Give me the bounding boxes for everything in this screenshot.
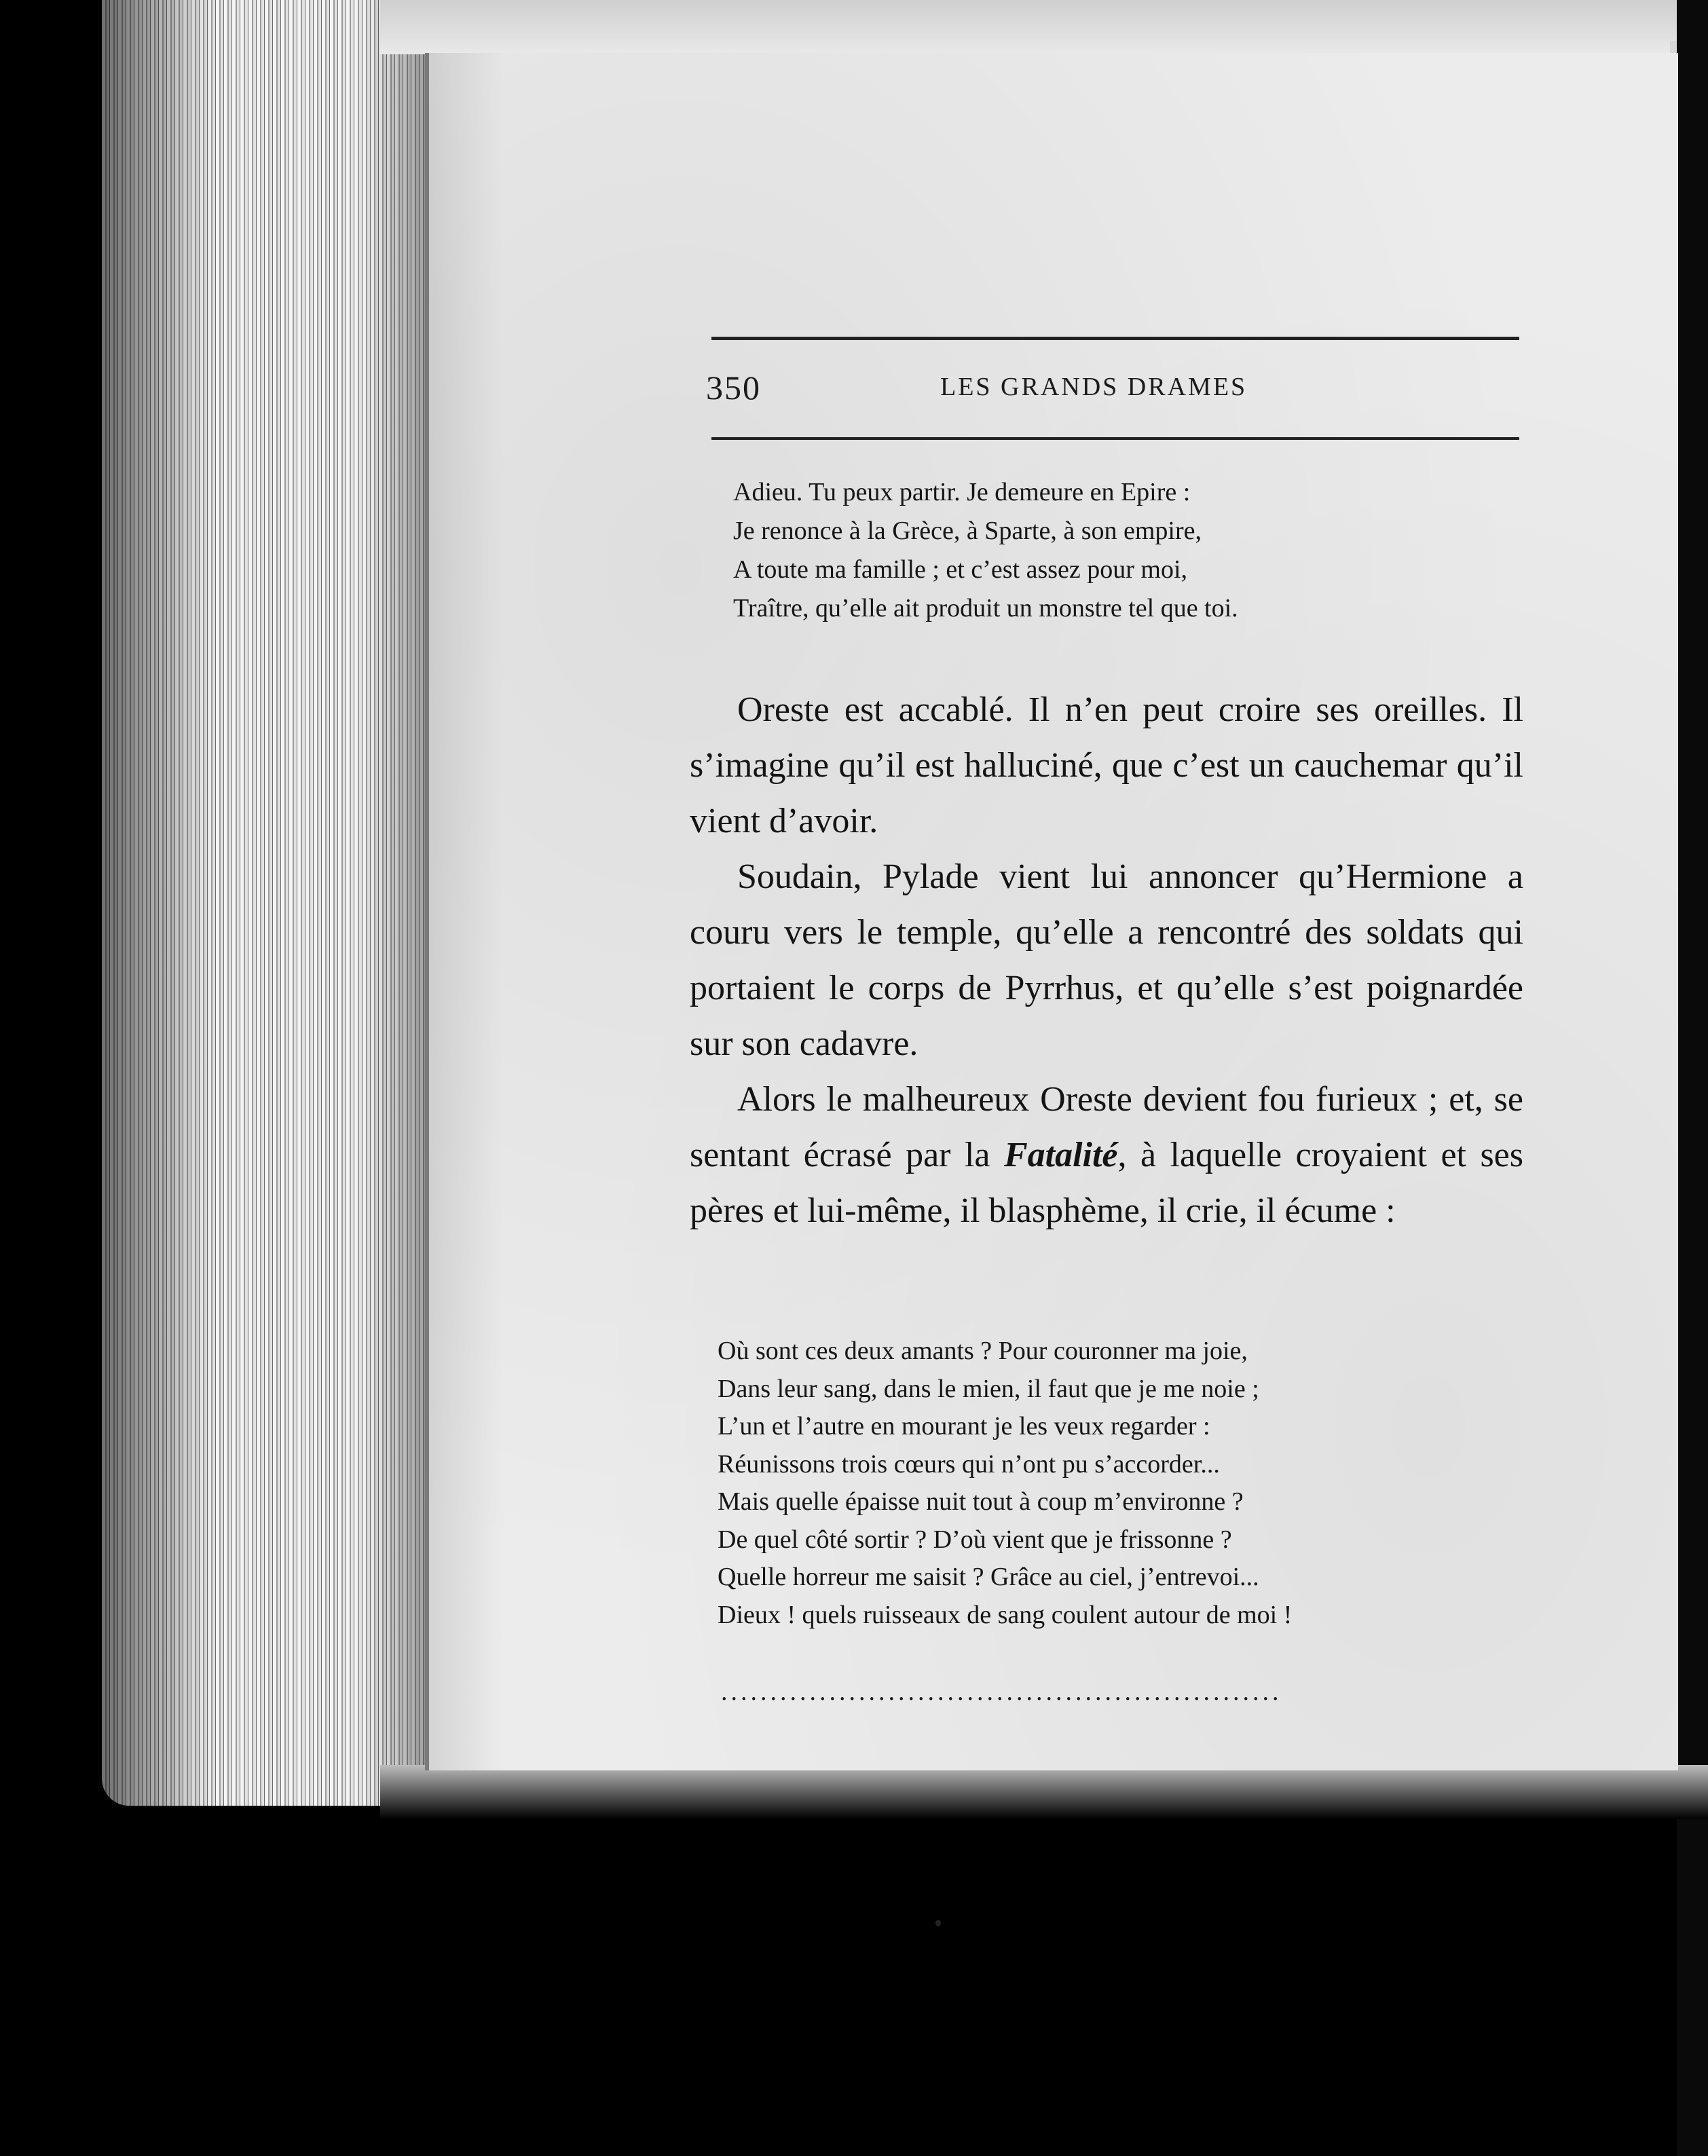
book-page-edges [102, 0, 428, 1806]
paragraph-fatalite [690, 1072, 1523, 1239]
paragraph-text: Alors le malheureux Oreste devient fou furieux ; et, se sentant écrasé par la [690, 1080, 1523, 1174]
verse-block-andromaque [733, 473, 1238, 628]
header-rule-bottom [711, 437, 1519, 440]
scan-border-right [1677, 0, 1708, 2156]
ellipsis-line: ......................................................... [721, 1677, 1282, 1706]
verse-line: Où sont ces deux amants ? Pour couronner ma joie, [718, 1337, 1248, 1365]
verse-line: De quel côté sortir ? D’où vient que je frissonne ? [718, 1525, 1232, 1554]
page-number: 350 [706, 369, 761, 407]
paragraph-oreste-accable: Oreste est accablé. Il n’en peut croire ses oreilles. Il s’imagine qu’il est halluciné, que c’est un cauchemar qu’il vient d’avoir. [690, 690, 1523, 840]
verse-line: Dans leur sang, dans le mien, il faut que je me noie ; [718, 1374, 1259, 1403]
verse-line: Mais quelle épaisse nuit tout à coup m’environne ? [718, 1487, 1244, 1516]
verse-line: Adieu. Tu peux partir. Je demeure en Epire : [733, 478, 1191, 506]
emphasis-fatalite: Fatalité [1003, 1136, 1118, 1174]
verse-line: A toute ma famille ; et c’est assez pour moi, [733, 555, 1188, 584]
verse-block-oreste-fureur [718, 1333, 1292, 1634]
verse-line: Je renonce à la Grèce, à Sparte, à son empire, [733, 517, 1202, 545]
ink-speck [935, 1920, 941, 1927]
verse-line: Quelle horreur me saisit ? Grâce au ciel, j’entrevoi... [718, 1563, 1259, 1591]
page-bottom-shadow [380, 1765, 1708, 1819]
verse-line: Réunissons trois cœurs qui n’ont pu s’accorder... [718, 1449, 1220, 1479]
header-rule-top [711, 337, 1519, 340]
paragraph-pylade: Soudain, Pylade vient lui annoncer qu’Hermione a couru vers le temple, qu’elle a rencontré des soldats qui portaient le corps de Pyrrhus, et qu’elle s’est poignardée sur son cadavre. [690, 857, 1523, 1063]
running-head [706, 368, 1521, 415]
book-top-edge [380, 0, 1704, 54]
paragraph-text: , à laquelle croyaient et ses pères et lui-même, il blasphème, il crie, il écume : [690, 1136, 1523, 1230]
running-title: LES GRANDS DRAMES [940, 373, 1248, 401]
verse-line: Dieux ! quels ruisseaux de sang coulent autour de moi ! [718, 1600, 1293, 1629]
verse-line: Traître, qu’elle ait produit un monstre tel que toi. [733, 594, 1238, 622]
prose-body [690, 682, 1523, 1239]
verse-line: L’un et l’autre en mourant je les veux regarder : [718, 1412, 1210, 1441]
